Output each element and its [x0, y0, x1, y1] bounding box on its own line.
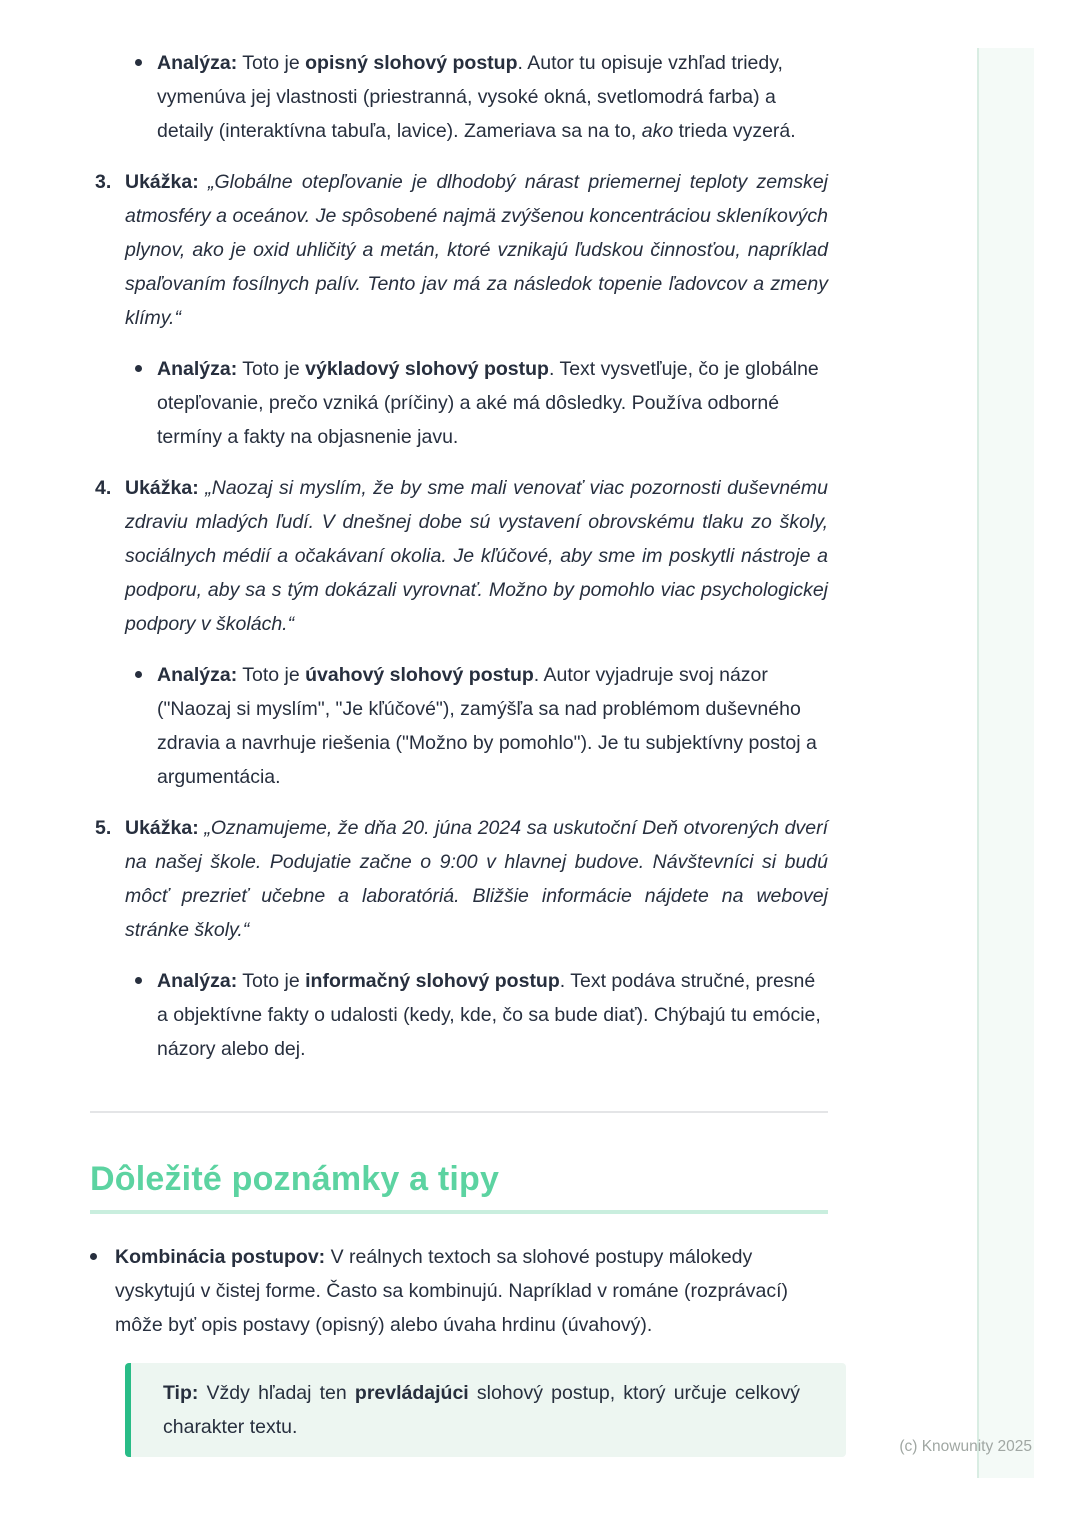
bullet-marker: [90, 1240, 115, 1260]
tip-callout-box: [125, 1363, 846, 1457]
quote-text: „Naozaj si myslím, že by sme mali venovať viac pozornosti duševnému zdraviu mladých ľudí. V dnešnej dobe sú vystavení obrovskému tlaku zo školy, sociálnych médií a očakávaní okolia. Je kľúčové, aby sme im poskytli nástroje a podporu, aby sa s tým dokázali vyrovnať. Možno by pomohlo viac psychologickej podpory v školách.“: [125, 477, 828, 635]
section-title-underline: [90, 1210, 828, 1214]
bullet-marker: [135, 658, 157, 678]
example-label: Ukážka:: [125, 817, 199, 839]
bullet-dot-icon: [135, 59, 142, 66]
document-content: [90, 46, 828, 1457]
example-item-5: [90, 811, 828, 947]
analysis-text: Analýza: Toto je úvahový slohový postup. Autor vyjadruje svoj názor ("Naozaj si myslím", "Je kľúčové"), zamýšľa sa nad problémom duševného zdravia a navrhuje riešenia ("Možno by pomohlo"). Je tu subjektívny postoj a argumentácia.: [157, 664, 817, 788]
decorative-side-strip: [977, 48, 1034, 1478]
bullet-dot-icon: [135, 977, 142, 984]
bullet-marker: [135, 352, 157, 372]
bullet-marker: [135, 964, 157, 984]
analysis-bullet-uvahovy: [90, 658, 828, 794]
analysis-text: Analýza: Toto je opisný slohový postup. Autor tu opisuje vzhľad triedy, vymenúva jej vlastnosti (priestranná, vysoké okná, svetlomodrá farba) a detaily (interaktívna tabuľa, lavice). Zameriava sa na to, ako trieda vyzerá.: [157, 52, 796, 142]
tip-text: Tip: Vždy hľadaj ten prevládajúci slohový postup, ktorý určuje celkový charakter textu.: [163, 1382, 801, 1438]
analysis-bullet-informacny: [90, 964, 828, 1066]
analysis-text: Analýza: Toto je výkladový slohový postup. Text vysvetľuje, čo je globálne otepľovanie, prečo vzniká (príčiny) a aké má dôsledky. Používa odborné termíny a fakty na objasnenie javu.: [157, 358, 819, 448]
example-item-4: [90, 471, 828, 641]
example-item-3: [90, 165, 828, 335]
analysis-bullet-opisny: [90, 46, 828, 148]
example-quote: [125, 811, 828, 947]
notes-bullet-text: Kombinácia postupov: V reálnych textoch sa slohové postupy málokedy vyskytujú v čistej forme. Často sa kombinujú. Napríklad v románe (rozprávací) môže byť opis postavy (opisný) alebo úvaha hrdinu (úvahový).: [115, 1246, 788, 1336]
quote-text: „Globálne otepľovanie je dlhodobý nárast priemernej teploty zemskej atmosféry a oceánov. Je spôsobené najmä zvýšenou koncentráciou skleníkových plynov, ako je oxid uhličitý a metán, ktoré vznikajú ľudskou činnosťou, napríklad spaľovaním fosílnych palív. Tento jav má za následok topenie ľadovcov a zmeny klímy.“: [125, 171, 828, 329]
section-title: Dôležité poznámky a tipy: [90, 1160, 500, 1198]
example-quote: [125, 165, 828, 335]
example-label: Ukážka:: [125, 171, 199, 193]
quote-text: „Oznamujeme, že dňa 20. júna 2024 sa uskutoční Deň otvorených dverí na našej škole. Podujatie začne o 9:00 v hlavnej budove. Návštevníci si budú môcť prezrieť učebne a laboratóriá. Bližšie informácie nájdete na webovej stránke školy.“: [125, 817, 828, 941]
analysis-text: Analýza: Toto je informačný slohový postup. Text podáva stručné, presné a objektívne fakty o udalosti (kedy, kde, čo sa bude diať). Chýbajú tu emócie, názory alebo dej.: [157, 970, 821, 1060]
analysis-bullet-vykladovy: [90, 352, 828, 454]
section-divider: [90, 1111, 828, 1113]
notes-bullet-kombinacia: [90, 1240, 828, 1342]
item-number: 4.: [95, 477, 112, 499]
example-quote: [125, 471, 828, 641]
bullet-dot-icon: [90, 1253, 97, 1260]
copyright-notice: (c) Knowunity 2025: [899, 1438, 1032, 1455]
bullet-marker: [135, 46, 157, 66]
bullet-dot-icon: [135, 671, 142, 678]
example-label: Ukážka:: [125, 477, 199, 499]
bullet-dot-icon: [135, 365, 142, 372]
item-number: 3.: [95, 171, 112, 193]
item-number: 5.: [95, 817, 112, 839]
